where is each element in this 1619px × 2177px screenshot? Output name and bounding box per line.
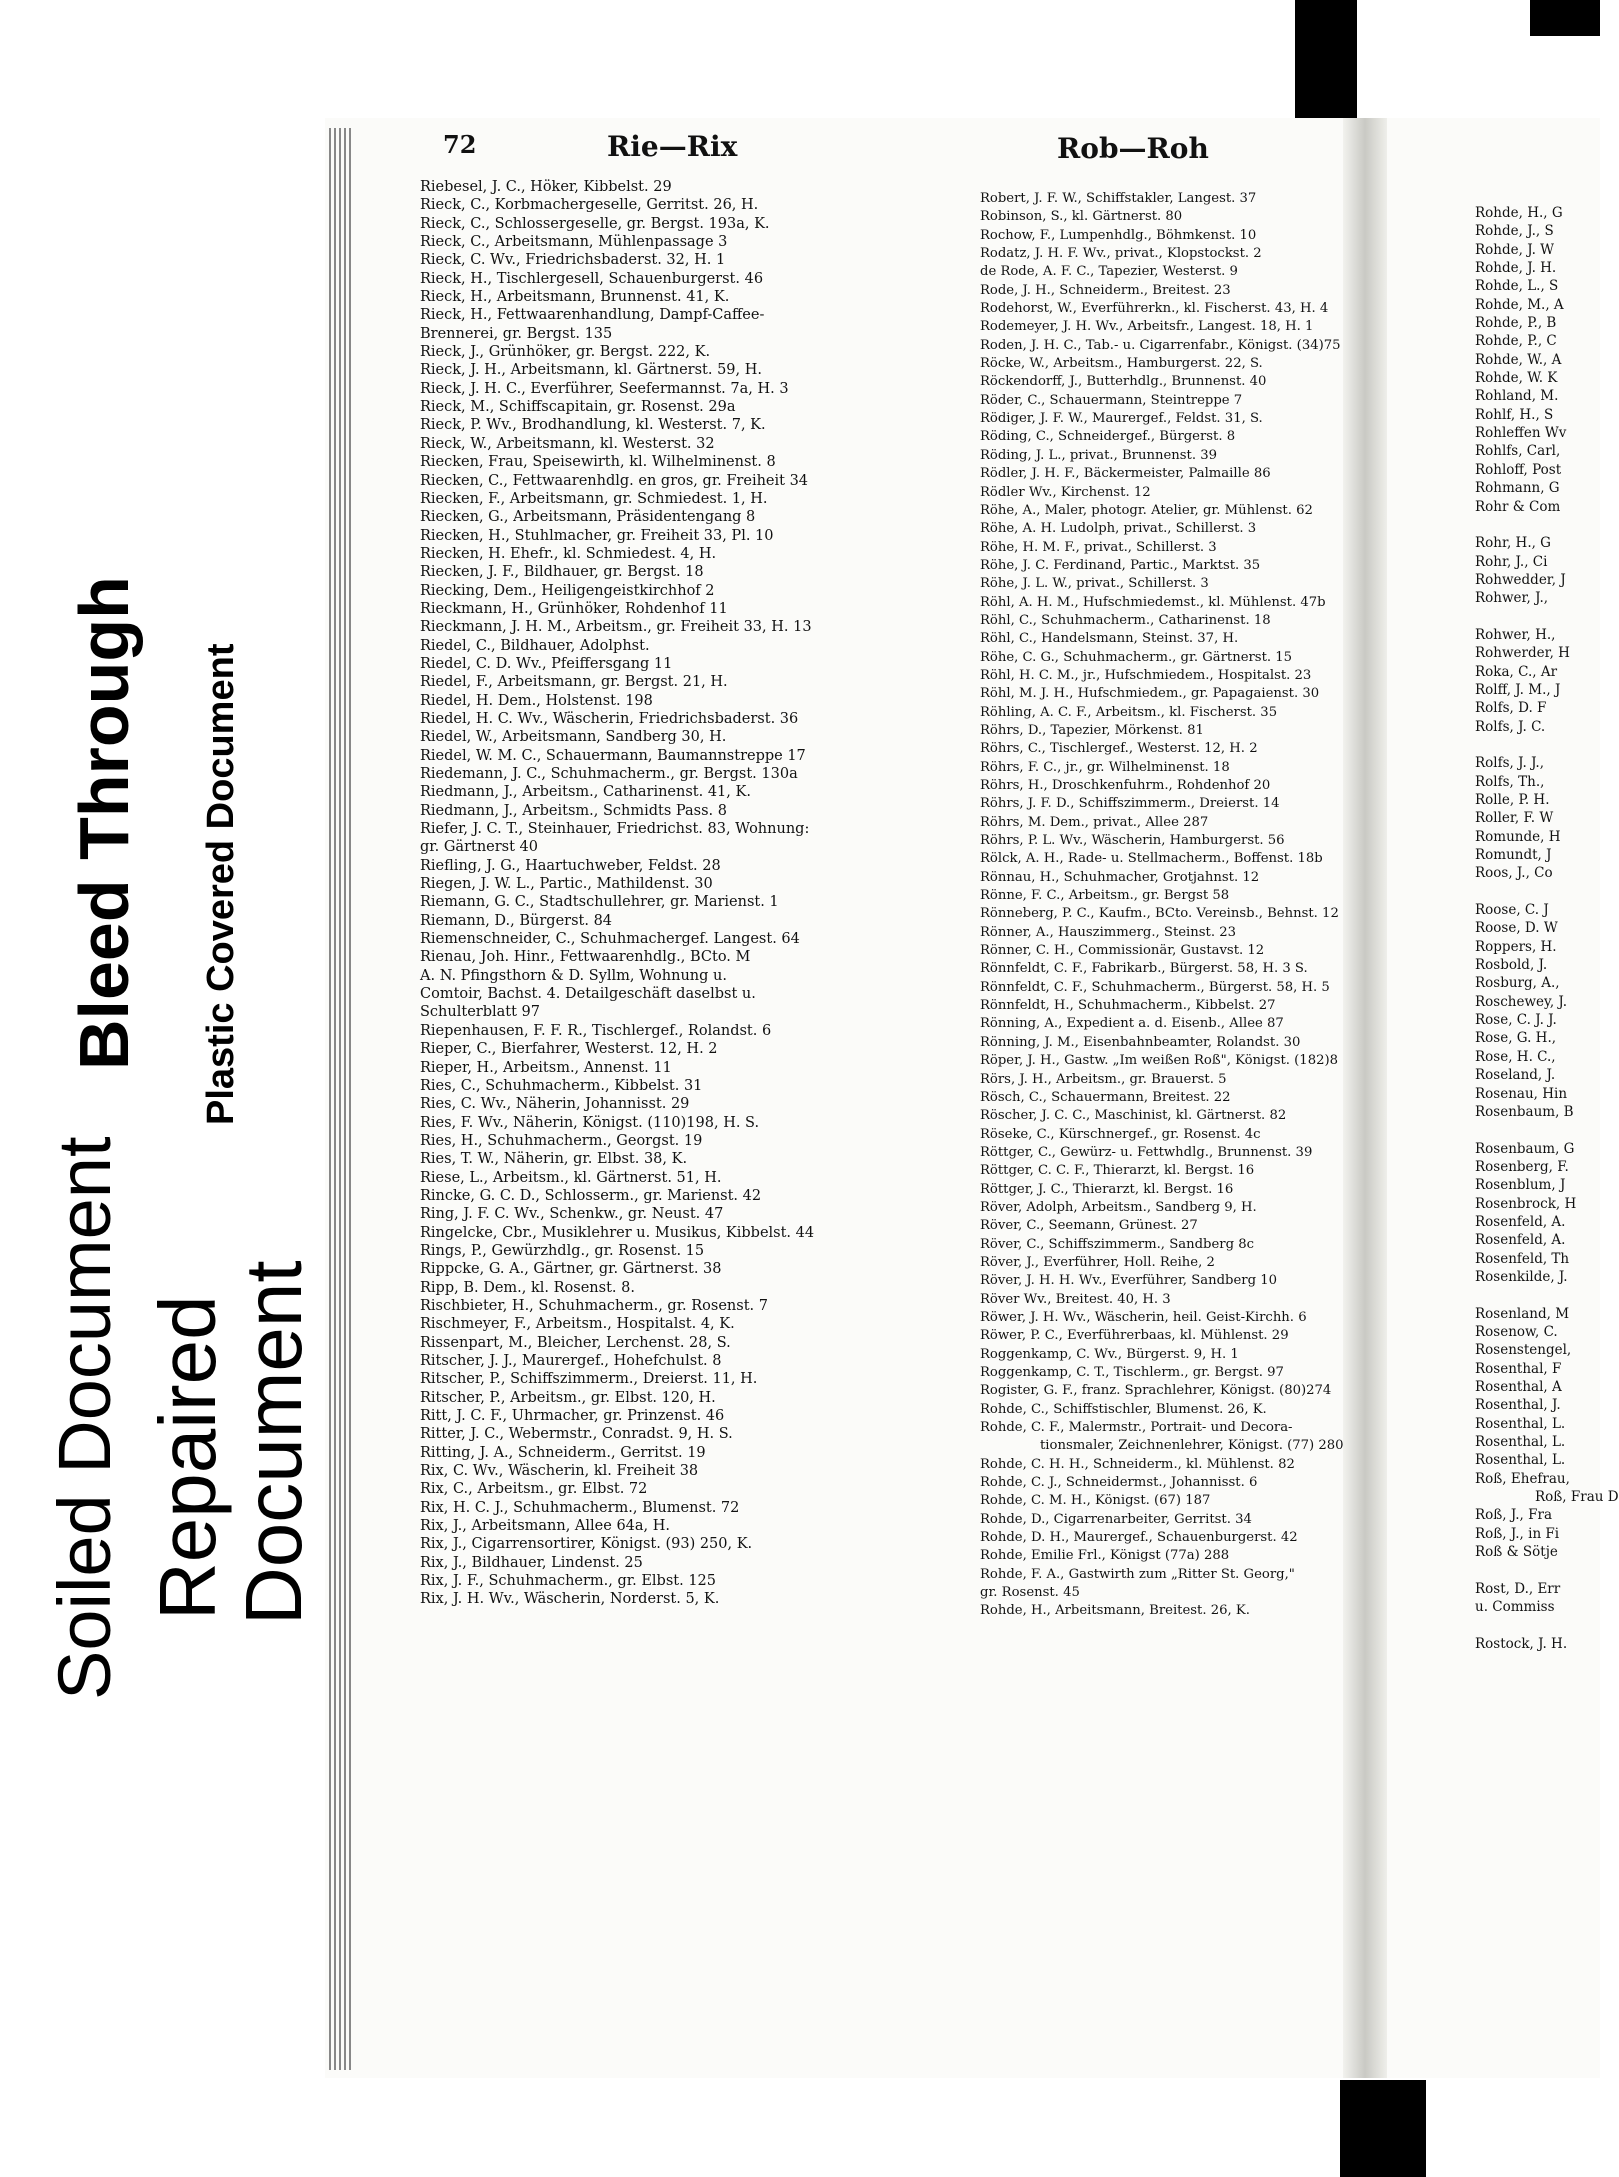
entry-line: Rönning, J. M., Eisenbahnbeamter, Rolandst. 30 xyxy=(980,1034,1301,1050)
entry-line: Riefer, J. C. T., Steinhauer, Friedrichst. 83, Wohnung: xyxy=(420,821,810,838)
entry-line: Rieck, J. H. C., Everführer, Seefermannst. 7a, H. 3 xyxy=(420,380,789,397)
entry-line: Riecken, H., Stuhlmacher, gr. Freiheit 33, Pl. 10 xyxy=(420,527,774,544)
entry-line: Rode, J. H., Schneiderm., Breitest. 23 xyxy=(980,282,1231,298)
entry-line: Rödiger, J. F. W., Maurergef., Feldst. 31, S. xyxy=(980,411,1263,427)
left-column-header: Rie—Rix xyxy=(607,130,738,163)
page-edge xyxy=(349,128,351,2070)
entry-line: Ritscher, P., Arbeitsm., gr. Elbst. 120, H. xyxy=(420,1389,716,1406)
entry-line: Röttger, J. C., Thierarzt, kl. Bergst. 16 xyxy=(980,1181,1234,1197)
entry-line: Rönner, A., Hauszimmerg., Steinst. 23 xyxy=(980,924,1237,940)
bottom-right-black-bar xyxy=(1340,2080,1426,2177)
entry-line: Ringelcke, Cbr., Musiklehrer u. Musikus, Kibbelst. 44 xyxy=(420,1224,815,1241)
entry-line: Rosenthal, L. xyxy=(1475,1415,1566,1432)
entry-line: Rieck, H., Arbeitsmann, Brunnenst. 41, K. xyxy=(420,289,730,306)
entry-line: Rohde, C., Schiffstischler, Blumenst. 26, K. xyxy=(980,1401,1267,1417)
entry-line: Röver, C., Seemann, Grünest. 27 xyxy=(980,1218,1198,1234)
entry-line: Roggenkamp, C. Wv., Bürgerst. 9, H. 1 xyxy=(980,1346,1239,1362)
entry-line: Riecken, J. F., Bildhauer, gr. Bergst. 18 xyxy=(420,564,704,581)
entry-line: Rosenthal, A xyxy=(1475,1379,1562,1395)
entry-line: A. N. Pfingsthorn & D. Syllm, Wohnung u. xyxy=(420,967,727,984)
entry-line: Roß, Frau D xyxy=(1535,1489,1619,1506)
entry-line: Rosenfeld, Th xyxy=(1475,1250,1570,1267)
entry-line: Riedel, F., Arbeitsmann, gr. Bergst. 21, H. xyxy=(420,674,728,691)
entry-line: Rix, H. C. J., Schuhmacherm., Blumenst. 72 xyxy=(420,1499,740,1516)
entry-line: gr. Rosenst. 45 xyxy=(980,1585,1080,1601)
entry-line: Rohde, C. J., Schneidermst., Johannisst. 6 xyxy=(980,1475,1258,1491)
entry-line: Röhrs, D., Tapezier, Mörkenst. 81 xyxy=(980,722,1204,738)
entry-line: Rohmann, G xyxy=(1475,480,1560,497)
entry-line: Rohloff, Post xyxy=(1475,461,1562,478)
entry-line: Rohde, M., A xyxy=(1475,296,1564,313)
entry-line: Robert, J. F. W., Schiffstakler, Langest. 37 xyxy=(980,191,1257,206)
entry-line: Rohde, C. H. H., Schneiderm., kl. Mühlenst. 82 xyxy=(980,1456,1295,1472)
entry-line: Röding, C., Schneidergef., Bürgerst. 8 xyxy=(980,429,1236,445)
entry-line: Ries, C. Wv., Näherin, Johannisst. 29 xyxy=(420,1096,690,1113)
entry-line: Ritscher, J. J., Maurergef., Hohefchulst. 8 xyxy=(420,1353,722,1369)
entry-line: Röseke, C., Kürschnergef., gr. Rosenst. 4c xyxy=(980,1126,1261,1142)
entry-line: Rodatz, J. H. F. Wv., privat., Klopstockst. 2 xyxy=(980,246,1262,262)
entry-line: Röver, Adolph, Arbeitsm., Sandberg 9, H. xyxy=(980,1199,1257,1215)
entry-line: Roggenkamp, C. T., Tischlerm., gr. Bergst. 97 xyxy=(980,1365,1284,1380)
right-column-entries xyxy=(980,190,1344,1621)
entry-line: Rohde, P., B xyxy=(1475,315,1557,332)
entry-line: Riebesel, J. C., Höker, Kibbelst. 29 xyxy=(420,179,672,195)
entry-line: Riecking, Dem., Heiligengeistkirchhof 2 xyxy=(420,582,715,599)
entry-line: Rolfs, J. J., xyxy=(1475,755,1545,772)
entry-line: Riecken, Frau, Speisewirth, kl. Wilhelminenst. 8 xyxy=(420,454,776,471)
entry-line: Rolfs, J. C. xyxy=(1475,718,1546,735)
entry-line: Riedemann, J. C., Schuhmacherm., gr. Bergst. 130a xyxy=(420,766,798,782)
entry-line: Roose, D. W xyxy=(1475,920,1558,937)
entry-line: gr. Gärtnerst 40 xyxy=(420,839,539,856)
repaired-label: Repaired xyxy=(143,1295,232,1620)
entry-line: Rosenstengel, xyxy=(1475,1342,1572,1359)
entry-line: Rix, J., Cigarrensortirer, Königst. (93) 250, K. xyxy=(420,1536,753,1553)
entry-line: Rönnfeldt, C. F., Fabrikarb., Bürgerst. 58, H. 3 S. xyxy=(980,961,1308,977)
entry-line: Rosenow, C. xyxy=(1475,1323,1558,1340)
entry-line: Rönner, C. H., Commissionär, Gustavst. 12 xyxy=(980,943,1265,959)
entry-line: Rose, C. J. J. xyxy=(1475,1012,1557,1029)
entry-line: Rosenberg, F. xyxy=(1475,1158,1569,1175)
entry-line: Rohr & Com xyxy=(1475,498,1561,515)
entry-line: Brennerei, gr. Bergst. 135 xyxy=(420,325,613,342)
entry-line: Ripp, B. Dem., kl. Rosenst. 8. xyxy=(420,1279,635,1296)
entry-line: Rohwer, J., xyxy=(1475,590,1549,607)
entry-line: Röhe, J. C. Ferdinand, Partic., Marktst. 35 xyxy=(980,557,1261,573)
page-edge xyxy=(329,128,331,2070)
entry-line: de Rode, A. F. C., Tapezier, Westerst. 9 xyxy=(980,264,1238,280)
entry-line: Rieper, H., Arbeitsm., Annenst. 11 xyxy=(420,1059,672,1076)
blank-line xyxy=(1475,516,1600,534)
entry-line: Röhe, C. G., Schuhmacherm., gr. Gärtnerst. 15 xyxy=(980,649,1293,665)
entry-line: Rostock, J. H. xyxy=(1475,1635,1568,1652)
entry-line: Rosenland, M xyxy=(1475,1305,1570,1322)
entry-line: Roose, C. J xyxy=(1475,902,1549,919)
entry-line: Röhrs, F. C., jr., gr. Wilhelminenst. 18 xyxy=(980,759,1230,775)
entry-line: Ritting, J. A., Schneiderm., Gerritst. 19 xyxy=(420,1444,706,1461)
entry-line: Rönneberg, P. C., Kaufm., BCto. Vereinsb., Behnst. 12 xyxy=(980,906,1339,922)
entry-line: Rieper, C., Bierfahrer, Westerst. 12, H. 2 xyxy=(420,1041,718,1058)
entry-line: Rödler, J. H. F., Bäckermeister, Palmaille 86 xyxy=(980,466,1271,482)
entry-line: Rincke, G. C. D., Schlosserm., gr. Marienst. 42 xyxy=(420,1187,762,1204)
entry-line: Röckendorff, J., Butterhdlg., Brunnenst. 40 xyxy=(980,374,1267,390)
entry-line: Rosenau, Hin xyxy=(1475,1085,1568,1102)
entry-line: Röver, J., Everführer, Holl. Reihe, 2 xyxy=(980,1254,1215,1270)
entry-line: Roß, J., in Fi xyxy=(1475,1525,1560,1542)
entry-line: Roppers, H. xyxy=(1475,938,1557,955)
entry-line: Rose, H. C., xyxy=(1475,1048,1556,1065)
entry-line: Rohde, D., Cigarrenarbeiter, Gerritst. 34 xyxy=(980,1511,1252,1527)
entry-line: Rieck, H., Fettwaarenhandlung, Dampf-Caffee- xyxy=(420,307,765,324)
entry-line: Riecken, C., Fettwaarenhdlg. en gros, gr. Freiheit 34 xyxy=(420,472,809,489)
entry-line: Roseland, J. xyxy=(1475,1067,1556,1084)
entry-line: Rohde, W., A xyxy=(1475,351,1562,368)
entry-line: Comtoir, Bachst. 4. Detailgeschäft daselbst u. xyxy=(420,986,756,1003)
entry-line: Rosenbaum, G xyxy=(1475,1140,1575,1157)
entry-line: Roos, J., Co xyxy=(1475,865,1553,882)
entry-line: Rienau, Joh. Hinr., Fettwaarenhdlg., BCto. M xyxy=(420,949,751,966)
entry-line: Rieck, C. Wv., Friedrichsbaderst. 32, H. 1 xyxy=(420,252,726,269)
entry-line: Rolfs, Th., xyxy=(1475,773,1545,790)
entry-line: Rosbold, J. xyxy=(1475,957,1548,974)
third-column-entries xyxy=(1475,204,1619,1653)
entry-line: Rieck, J. H., Arbeitsmann, kl. Gärtnerst. 59, H. xyxy=(420,362,762,379)
repaired-document-label: Document xyxy=(229,1260,318,1625)
entry-line: Rix, J., Arbeitsmann, Allee 64a, H. xyxy=(420,1518,671,1535)
entry-line: Riedmann, J., Arbeitsm., Schmidts Pass. 8 xyxy=(420,802,727,819)
entry-line: Rohde, H., Arbeitsmann, Breitest. 26, K. xyxy=(980,1603,1250,1619)
entry-line: Riefling, J. G., Haartuchweber, Feldst. 28 xyxy=(420,857,721,874)
entry-line: Rohde, P., C xyxy=(1475,333,1557,350)
entry-line: Röhl, M. J. H., Hufschmiedem., gr. Papagaienst. 30 xyxy=(980,686,1320,702)
entry-line: Rosenbrock, H xyxy=(1475,1195,1577,1212)
entry-line: Rieck, C., Korbmachergeselle, Gerritst. 26, H. xyxy=(420,197,759,214)
entry-line: Rosenkilde, J. xyxy=(1475,1268,1568,1285)
top-right-black-bar xyxy=(1295,0,1357,118)
entry-line: Ries, C., Schuhmacherm., Kibbelst. 31 xyxy=(420,1077,703,1094)
entry-line: Rörs, J. H., Arbeitsm., gr. Brauerst. 5 xyxy=(980,1071,1227,1087)
entry-line: Röding, J. L., privat., Brunnenst. 39 xyxy=(980,447,1217,463)
entry-line: Röhe, J. L. W., privat., Schillerst. 3 xyxy=(980,576,1209,592)
blank-line xyxy=(1475,883,1600,901)
entry-line: Röver, J. H. H. Wv., Everführer, Sandberg 10 xyxy=(980,1273,1277,1289)
entry-line: Rosenbaum, B xyxy=(1475,1103,1574,1120)
entry-line: Rieck, C., Arbeitsmann, Mühlenpassage 3 xyxy=(420,234,728,251)
entry-line: Riemenschneider, C., Schuhmachergef. Langest. 64 xyxy=(420,931,800,948)
entry-line: Rohleffen Wv xyxy=(1475,425,1567,442)
entry-line: Rodemeyer, J. H. Wv., Arbeitsfr., Langest. 18, H. 1 xyxy=(980,319,1314,335)
entry-line: Röhl, H. C. M., jr., Hufschmiedem., Hospitalst. 23 xyxy=(980,667,1312,683)
blank-line xyxy=(1475,1616,1600,1634)
entry-line: Rischmeyer, F., Arbeitsm., Hospitalst. 4, K. xyxy=(420,1316,735,1333)
entry-line: Rochow, F., Lumpenhdlg., Böhmkenst. 10 xyxy=(980,227,1257,243)
entry-line: Rieck, M., Schiffscapitain, gr. Rosenst. 29a xyxy=(420,399,736,416)
entry-line: Rippcke, G. A., Gärtner, gr. Gärtnerst. 38 xyxy=(420,1261,722,1278)
entry-line: Riedel, C. D. Wv., Pfeiffersgang 11 xyxy=(420,655,673,672)
entry-line: Rosburg, A., xyxy=(1475,975,1560,992)
entry-line: Roß, J., Fra xyxy=(1475,1507,1552,1524)
entry-line: Röhe, A. H. Ludolph, privat., Schillerst. 3 xyxy=(980,521,1257,537)
entry-line: Röhrs, M. Dem., privat., Allee 287 xyxy=(980,814,1209,830)
entry-line: Rönnfeldt, H., Schuhmacherm., Kibbelst. 27 xyxy=(980,998,1276,1014)
plastic-covered-label: Plastic Covered Document xyxy=(200,643,242,1125)
entry-line: Rönning, A., Expedient a. d. Eisenb., Allee 87 xyxy=(980,1016,1284,1032)
entry-line: Rix, C., Arbeitsm., gr. Elbst. 72 xyxy=(420,1481,648,1498)
entry-line: Röttger, C. C. F., Thierarzt, kl. Bergst. 16 xyxy=(980,1163,1255,1179)
entry-line: Robinson, S., kl. Gärtnerst. 80 xyxy=(980,209,1183,225)
entry-line: Riedel, W. M. C., Schauermann, Baumannstreppe 17 xyxy=(420,747,806,764)
entry-line: Rohde, J. W xyxy=(1475,241,1555,258)
entry-line: Röcke, W., Arbeitsm., Hamburgerst. 22, S. xyxy=(980,356,1263,372)
entry-line: Rohde, H., G xyxy=(1475,205,1563,221)
page-edge xyxy=(344,128,346,2070)
entry-line: Röhl, C., Handelsmann, Steinst. 37, H. xyxy=(980,631,1239,647)
entry-line: Rohwedder, J xyxy=(1475,571,1566,588)
entry-line: Rösch, C., Schauermann, Breitest. 22 xyxy=(980,1089,1231,1105)
entry-line: Rolle, P. H. xyxy=(1475,792,1550,808)
entry-line: Riedel, W., Arbeitsmann, Sandberg 30, H. xyxy=(420,729,727,746)
top-right-black-corner xyxy=(1530,0,1600,36)
entry-line: Romunde, H xyxy=(1475,828,1561,845)
entry-line: Rolfs, D. F xyxy=(1475,700,1547,717)
entry-line: Rohde, Emilie Frl., Königst (77a) 288 xyxy=(980,1548,1230,1564)
entry-line: Röhl, A. H. M., Hufschmiedemst., kl. Mühlenst. 47b xyxy=(980,594,1326,610)
entry-line: Rohwer, H., xyxy=(1475,626,1556,643)
entry-line: Rodehorst, W., Everführerkn., kl. Fischerst. 43, H. 4 xyxy=(980,301,1329,317)
entry-line: Rix, J. H. Wv., Wäscherin, Norderst. 5, K. xyxy=(420,1591,720,1608)
entry-line: Ritscher, P., Schiffszimmerm., Dreierst. 11, H. xyxy=(420,1371,758,1388)
entry-line: Röwer, P. C., Everführerbaas, kl. Mühlenst. 29 xyxy=(980,1328,1289,1344)
entry-line: Röder, C., Schauermann, Steintreppe 7 xyxy=(980,392,1243,408)
entry-line: Riecken, H. Ehefr., kl. Schmiedest. 4, H. xyxy=(420,545,717,562)
entry-line: Rohde, J., S xyxy=(1475,223,1554,240)
entry-line: Röwer, J. H. Wv., Wäscherin, heil. Geist-Kirchh. 6 xyxy=(980,1309,1307,1325)
entry-line: Rose, G. H., xyxy=(1475,1030,1557,1047)
entry-line: Riegen, J. W. L., Partic., Mathildenst. 30 xyxy=(420,876,713,893)
right-column-header: Rob—Roh xyxy=(1057,132,1209,165)
entry-line: Rönnfeldt, C. F., Schuhmacherm., Bürgerst. 58, H. 5 xyxy=(980,979,1330,995)
bleed-through-label: Bleed Through xyxy=(65,576,143,1070)
entry-line: Rix, C. Wv., Wäscherin, kl. Freiheit 38 xyxy=(420,1463,699,1480)
entry-line: Roschewey, J. xyxy=(1475,993,1568,1010)
entry-line: Rolff, J. M., J xyxy=(1475,681,1561,698)
entry-line: Roß & Sötje xyxy=(1475,1544,1558,1561)
entry-line: Rohlf, H., S xyxy=(1475,406,1554,423)
book-page xyxy=(325,118,1619,2078)
entry-line: Roden, J. H. C., Tab.- u. Cigarrenfabr., Königst. (34)75 xyxy=(980,337,1341,353)
soiled-document-label: Soiled Document xyxy=(43,1136,126,1700)
entry-line: Röhrs, C., Tischlergef., Westerst. 12, H. 2 xyxy=(980,741,1258,757)
entry-line: Rosenfeld, A. xyxy=(1475,1213,1566,1230)
entry-line: Rohde, J. H. xyxy=(1475,260,1557,277)
page-edge xyxy=(339,128,341,2070)
entry-line: Riedel, C., Bildhauer, Adolphst. xyxy=(420,637,650,654)
entry-line: Riecken, G., Arbeitsmann, Präsidentengang 8 xyxy=(420,509,756,526)
entry-line: Rix, J., Bildhauer, Lindenst. 25 xyxy=(420,1554,643,1571)
entry-line: Riecken, F., Arbeitsmann, gr. Schmiedest. 1, H. xyxy=(420,490,768,507)
entry-line: Röhling, A. C. F., Arbeitsm., kl. Fischerst. 35 xyxy=(980,704,1278,720)
entry-line: Schulterblatt 97 xyxy=(420,1004,540,1021)
entry-line: Rohde, C. F., Malermstr., Portrait- und Decora- xyxy=(980,1420,1293,1436)
entry-line: Rischbieter, H., Schuhmacherm., gr. Rosenst. 7 xyxy=(420,1297,768,1314)
entry-line: Röttger, C., Gewürz- u. Fettwhdlg., Brunnenst. 39 xyxy=(980,1144,1313,1160)
entry-line: Rissenpart, M., Bleicher, Lerchenst. 28, S. xyxy=(420,1334,731,1351)
entry-line: Rödler Wv., Kirchenst. 12 xyxy=(980,484,1151,500)
entry-line: Roka, C., Ar xyxy=(1475,663,1558,680)
entry-line: Rohr, H., G xyxy=(1475,535,1551,552)
entry-line: tionsmaler, Zeichnenlehrer, Königst. (77) 280 xyxy=(1040,1438,1344,1454)
entry-line: Rieck, C., Schlossergeselle, gr. Bergst. 193a, K. xyxy=(420,215,770,232)
page-number: 72 xyxy=(443,130,477,159)
entry-line: Ries, H., Schuhmacherm., Georgst. 19 xyxy=(420,1132,703,1149)
entry-line: Rosenblum, J xyxy=(1475,1177,1566,1194)
entry-line: Rosenthal, L. xyxy=(1475,1434,1566,1451)
entry-line: Röhl, C., Schuhmacherm., Catharinenst. 18 xyxy=(980,612,1271,628)
left-column-entries xyxy=(420,178,965,1609)
entry-line: Ritter, J. C., Webermstr., Conradst. 9, H. S. xyxy=(420,1426,733,1443)
entry-line: Rohwerder, H xyxy=(1475,645,1570,662)
entry-line: Röhrs, P. L. Wv., Wäscherin, Hamburgerst. 56 xyxy=(980,833,1285,849)
entry-line: Rönnau, H., Schuhmacher, Grotjahnst. 12 xyxy=(980,869,1260,885)
entry-line: Roller, F. W xyxy=(1475,810,1554,827)
entry-line: Riemann, D., Bürgerst. 84 xyxy=(420,912,613,929)
blank-line xyxy=(1475,608,1600,626)
entry-line: Riese, L., Arbeitsm., kl. Gärtnerst. 51, H. xyxy=(420,1169,722,1186)
entry-line: Röhe, A., Maler, photogr. Atelier, gr. Mühlenst. 62 xyxy=(980,502,1313,518)
entry-line: Roß, Ehefrau, xyxy=(1475,1470,1570,1487)
entry-line: Röhrs, J. F. D., Schiffszimmerm., Dreierst. 14 xyxy=(980,796,1280,812)
entry-line: Rohland, M. xyxy=(1475,388,1559,405)
blank-line xyxy=(1475,1121,1600,1139)
entry-line: Rieck, W., Arbeitsmann, kl. Westerst. 32 xyxy=(420,435,715,452)
entry-line: Rix, J. F., Schuhmacherm., gr. Elbst. 125 xyxy=(420,1573,717,1590)
entry-line: Rohde, L., S xyxy=(1475,278,1559,295)
entry-line: Rieck, H., Tischlergesell, Schauenburgerst. 46 xyxy=(420,270,764,287)
entry-line: Ritt, J. C. F., Uhrmacher, gr. Prinzenst. 46 xyxy=(420,1408,725,1425)
blank-line xyxy=(1475,1561,1600,1579)
entry-line: Rings, P., Gewürzhdlg., gr. Rosenst. 15 xyxy=(420,1242,705,1259)
blank-line xyxy=(1475,736,1600,754)
entry-line: Romundt, J xyxy=(1475,847,1552,864)
entry-line: Riedel, H. C. Wv., Wäscherin, Friedrichsbaderst. 36 xyxy=(420,710,799,727)
entry-line: Röver Wv., Breitest. 40, H. 3 xyxy=(980,1291,1171,1307)
entry-line: Rost, D., Err xyxy=(1475,1580,1561,1597)
entry-line: Riedel, H. Dem., Holstenst. 198 xyxy=(420,692,653,709)
entry-line: Rieckmann, J. H. M., Arbeitsm., gr. Freiheit 33, H. 13 xyxy=(420,619,812,636)
entry-line: Rohde, F. A., Gastwirth zum „Ritter St. Georg," xyxy=(980,1566,1295,1582)
entry-line: Rosenfeld, A. xyxy=(1475,1232,1566,1249)
entry-line: Rieck, J., Grünhöker, gr. Bergst. 222, K. xyxy=(420,344,711,361)
entry-line: Ries, T. W., Näherin, gr. Elbst. 38, K. xyxy=(420,1151,688,1168)
blank-line xyxy=(1475,1286,1600,1304)
entry-line: Ries, F. Wv., Näherin, Königst. (110)198, H. S. xyxy=(420,1114,760,1131)
entry-line: Rieck, P. Wv., Brodhandlung, kl. Westerst. 7, K. xyxy=(420,417,766,434)
entry-line: Röscher, J. C. C., Maschinist, kl. Gärtnerst. 82 xyxy=(980,1108,1287,1124)
entry-line: Röhe, H. M. F., privat., Schillerst. 3 xyxy=(980,539,1217,555)
entry-line: Rohde, C. M. H., Königst. (67) 187 xyxy=(980,1493,1211,1509)
entry-line: Riepenhausen, F. F. R., Tischlergef., Rolandst. 6 xyxy=(420,1022,772,1039)
entry-line: Rosenthal, L. xyxy=(1475,1452,1566,1469)
entry-line: Röhrs, H., Droschkenfuhrm., Rohdenhof 20 xyxy=(980,778,1271,793)
entry-line: Riedmann, J., Arbeitsm., Catharinenst. 41, K. xyxy=(420,784,751,801)
entry-line: Röper, J. H., Gastw. „Im weißen Roß", Königst. (182)8 xyxy=(980,1053,1339,1069)
entry-line: Rosenthal, F xyxy=(1475,1360,1562,1377)
entry-line: Rohr, J., Ci xyxy=(1475,553,1548,570)
entry-line: Rosenthal, J. xyxy=(1475,1397,1561,1414)
book-gutter xyxy=(1343,118,1387,2078)
entry-line: Rohde, W. K xyxy=(1475,370,1558,387)
entry-line: Ring, J. F. C. Wv., Schenkw., gr. Neust. 47 xyxy=(420,1206,724,1223)
entry-line: Rohde, D. H., Maurergef., Schauenburgerst. 42 xyxy=(980,1530,1298,1546)
entry-line: Riemann, G. C., Stadtschullehrer, gr. Marienst. 1 xyxy=(420,894,779,911)
page-edge xyxy=(334,128,336,2070)
entry-line: Röver, C., Schiffszimmerm., Sandberg 8c xyxy=(980,1236,1254,1252)
entry-line: Rönne, F. C., Arbeitsm., gr. Bergst 58 xyxy=(980,888,1230,904)
entry-line: Rohlfs, Carl, xyxy=(1475,443,1561,460)
entry-line: Rieckmann, H., Grünhöker, Rohdenhof 11 xyxy=(420,600,728,617)
entry-line: u. Commiss xyxy=(1475,1599,1555,1616)
entry-line: Rogister, G. F., franz. Sprachlehrer, Königst. (80)274 xyxy=(980,1383,1332,1399)
entry-line: Rölck, A. H., Rade- u. Stellmacherm., Boffenst. 18b xyxy=(980,851,1323,867)
